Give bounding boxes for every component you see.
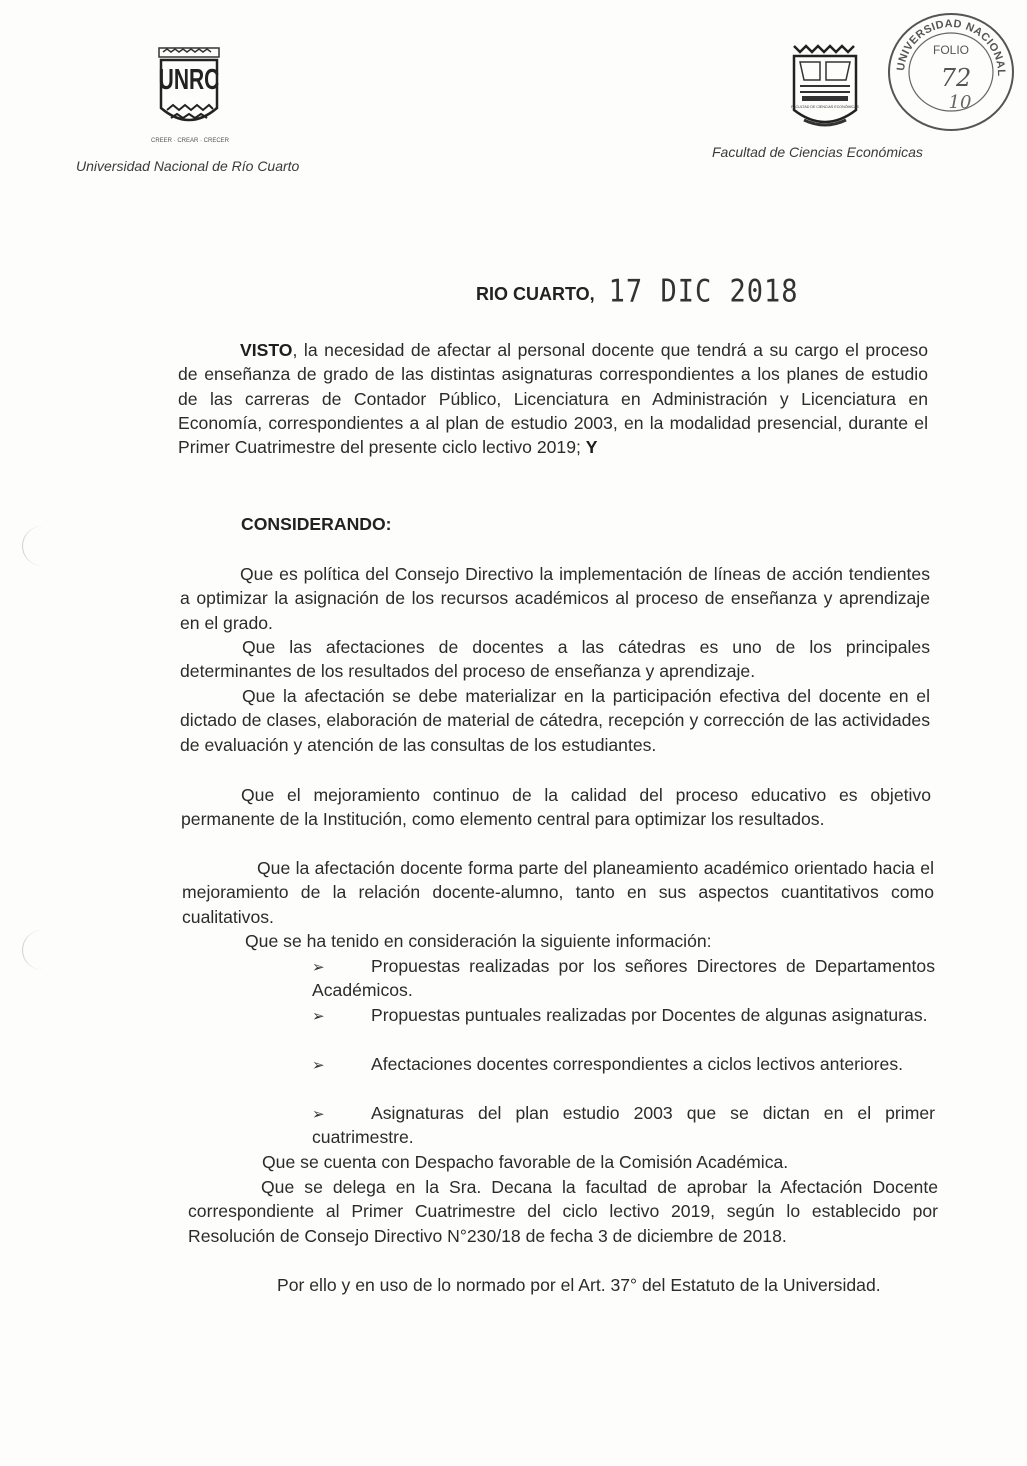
bullet-item-1: Propuestas realizadas por los señores Directores de Departamentos Académicos. (312, 956, 935, 1001)
university-name: Universidad Nacional de Río Cuarto (76, 158, 300, 174)
considerando-p6: Que se ha tenido en consideración la siguiente información: (245, 931, 712, 951)
date-stamp: 17 DIC 2018 (608, 273, 799, 310)
faculty-name: Facultad de Ciencias Económicas (712, 144, 923, 160)
bullet-item-3: Afectaciones docentes correspondientes a ciclos lectivos anteriores. (371, 1054, 904, 1074)
bullet-arrow-2: ➢ (312, 1008, 325, 1025)
considerando-p8: Que se delega en la Sra. Decana la facultad de aprobar la Afectación Docente correspondiente al Primer Cuatrimestre del ciclo lectivo 2019, según lo establecido por Resolución de Consejo Directivo N°230/18 de fecha 3 de diciembre de 2018. (188, 1177, 938, 1246)
considerando-p7: Que se cuenta con Despacho favorable de la Comisión Académica. (262, 1152, 789, 1172)
faculty-logo-text: FACULTAD DE CIENCIAS ECONÓMICAS (791, 105, 859, 109)
seal-folio-label: FOLIO (932, 43, 970, 57)
bullet-item-4: Asignaturas del plan estudio 2003 que se dictan en el primer cuatrimestre. (312, 1103, 935, 1148)
place: RIO CUARTO, (476, 284, 595, 304)
bullet-arrow-1: ➢ (312, 959, 325, 976)
date-line (476, 273, 799, 310)
visto-body: , la necesidad de afectar al personal docente que tendrá a su cargo el proceso de enseñanza de grado de las distintas asignaturas correspondientes a los planes de estudio de las carreras de Contador Público, Licenciatura en Administración y Licenciatura en Economía, correspondientes a al plan de estudio 2003, en la modalidad presencial, durante el Primer Cuatrimestre del presente ciclo lectivo 2019; (178, 340, 928, 458)
punch-hole-mark (22, 526, 63, 566)
visto-tail: Y (585, 437, 598, 458)
punch-hole-mark (22, 930, 63, 970)
seal-folio-handwritten: 10 (948, 92, 972, 113)
considerando-p3: Que la afectación se debe materializar en la participación efectiva del docente en el dictado de clases, elaboración de material de cátedra, recepción y corrección de las actividades de evaluación y atención de las consultas de los estudiantes. (180, 686, 930, 755)
visto-lead: VISTO (240, 340, 293, 360)
faculty-logo (790, 42, 860, 134)
folio-seal (884, 8, 1018, 132)
bullet-arrow-3: ➢ (312, 1057, 325, 1074)
considerando-heading: CONSIDERANDO: (241, 514, 392, 534)
considerando-p1: Que es política del Consejo Directivo la implementación de líneas de acción tendientes a optimizar la asignación de los recursos académicos al proceso de enseñanza y aprendizaje en el grado. (180, 564, 930, 633)
svg-text:UNRC: UNRC (158, 64, 220, 97)
visto-paragraph (178, 338, 928, 459)
unrc-logo (155, 46, 223, 148)
considerando-p2: Que las afectaciones de docentes a las cátedras es uno de los principales determinantes de los resultados del proceso de enseñanza y aprendizaje. (180, 637, 930, 682)
seal-folio-number: 72 (940, 64, 972, 92)
considerando-p5: Que la afectación docente forma parte del planeamiento académico orientado hacia el mejoramiento de la relación docente-alumno, tanto en sus aspectos cuantitativos como cualitativos. (182, 858, 934, 927)
seal-text: UNIVERSIDAD NACIONAL (895, 17, 1008, 77)
bullet-arrow-4: ➢ (312, 1106, 325, 1123)
considerando-p9: Por ello y en uso de lo normado por el Art. 37° del Estatuto de la Universidad. (277, 1275, 881, 1295)
bullet-item-2: Propuestas puntuales realizadas por Docentes de algunas asignaturas. (371, 1005, 928, 1025)
unrc-motto: CREER · CREAR · CRECER (150, 138, 229, 144)
considerando-p4: Que el mejoramiento continuo de la calidad del proceso educativo es objetivo permanente de la Institución, como elemento central para optimizar los resultados. (181, 785, 931, 830)
